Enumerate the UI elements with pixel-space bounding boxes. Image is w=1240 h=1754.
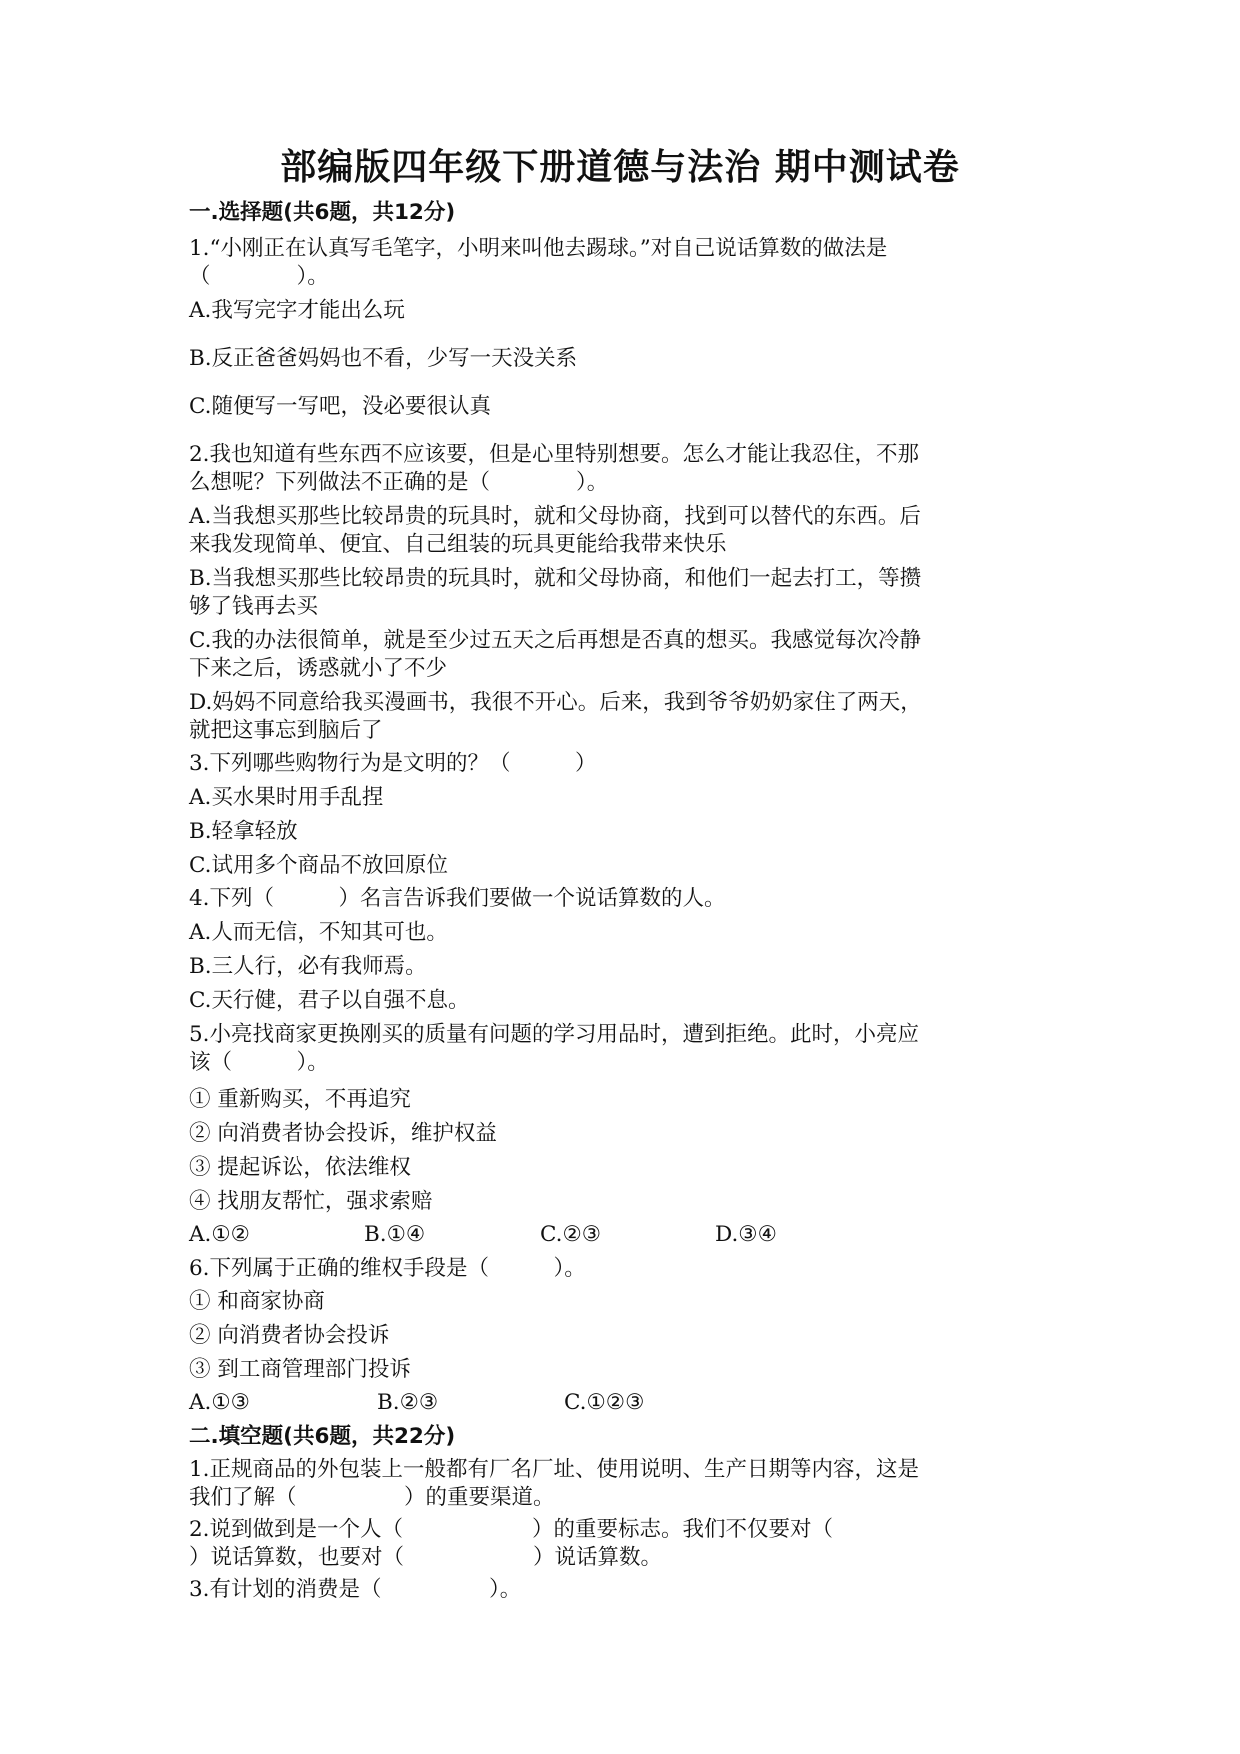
page-title: 部编版四年级下册道德与法治 期中测试卷 [280,147,960,188]
question-1-option-c: C.随便写一写吧，没必要很认真 [189,394,492,419]
question-2-option-b-cont: 够了钱再去买 [189,594,319,619]
question-2-text: 2.我也知道有些东西不应该要，但是心里特别想要。怎么才能让我忍住，不那 [189,442,920,467]
question-2-option-d-cont: 就把这事忘到脑后了 [189,718,383,743]
question-1-text: 1.“小刚正在认真写毛笔字，小明来叫他去踢球。”对自己说话算数的做法是 [189,236,888,261]
question-4-option-a: A.人而无信，不知其可也。 [189,920,448,945]
fill-question-1-text-cont: 我们了解（ ）的重要渠道。 [189,1485,555,1510]
question-1-text-cont: （ ）。 [189,264,329,289]
question-5-item-4: ④ 找朋友帮忙，强求索赔 [189,1189,433,1214]
question-6-item-3: ③ 到工商管理部门投诉 [189,1357,411,1382]
question-2-option-c: C.我的办法很简单，就是至少过五天之后再想是否真的想买。我感觉每次冷静 [189,628,922,653]
question-5-text: 5.小亮找商家更换刚买的质量有问题的学习用品时，遭到拒绝。此时，小亮应 [189,1022,920,1047]
section-header-fill-blank: 二.填空题(共6题，共22分) [189,1424,456,1449]
question-4-option-b: B.三人行，必有我师焉。 [189,954,427,979]
question-1-option-b: B.反正爸爸妈妈也不看，少写一天没关系 [189,346,578,371]
fill-question-2-text: 2.说到做到是一个人（ ）的重要标志。我们不仅要对（ [189,1517,834,1542]
section-header-choice: 一.选择题(共6题，共12分) [189,200,456,225]
question-3-option-c: C.试用多个商品不放回原位 [189,853,449,878]
question-2-text-cont: 么想呢？下列做法不正确的是（ ）。 [189,470,609,495]
question-5-item-1: ① 重新购买，不再追究 [189,1087,411,1112]
question-4-text: 4.下列（ ）名言告诉我们要做一个说话算数的人。 [189,886,726,911]
question-3-text: 3.下列哪些购物行为是文明的？（ ） [189,751,597,776]
question-6-item-2: ② 向消费者协会投诉 [189,1323,390,1348]
question-5-text-cont: 该（ ）。 [189,1050,329,1075]
question-2-option-b: B.当我想买那些比较昂贵的玩具时，就和父母协商，和他们一起去打工，等攒 [189,566,922,591]
question-6-option-a: A.①③ [189,1390,250,1415]
question-6-option-b: B.②③ [377,1390,439,1415]
question-5-option-b: B.①④ [364,1222,426,1247]
question-3-option-b: B.轻拿轻放 [189,819,298,844]
question-1-option-a: A.我写完字才能出么玩 [189,298,405,323]
fill-question-3-text: 3.有计划的消费是（ ）。 [189,1577,522,1602]
question-4-option-c: C.天行健，君子以自强不息。 [189,988,470,1013]
question-2-option-a: A.当我想买那些比较昂贵的玩具时，就和父母协商，找到可以替代的东西。后 [189,504,921,529]
question-5-item-3: ③ 提起诉讼，依法维权 [189,1155,411,1180]
question-3-option-a: A.买水果时用手乱捏 [189,785,384,810]
question-5-item-2: ② 向消费者协会投诉，维护权益 [189,1121,497,1146]
question-6-text: 6.下列属于正确的维权手段是（ ）。 [189,1256,586,1281]
question-2-option-a-cont: 来我发现简单、便宜、自己组装的玩具更能给我带来快乐 [189,532,727,557]
question-2-option-d: D.妈妈不同意给我买漫画书，我很不开心。后来，我到爷爷奶奶家住了两天， [189,690,922,715]
question-5-option-d: D.③④ [715,1222,777,1247]
fill-question-2-text-cont: ）说话算数，也要对（ ）说话算数。 [189,1545,663,1570]
question-6-item-1: ① 和商家协商 [189,1289,325,1314]
question-5-option-a: A.①② [189,1222,250,1247]
question-2-option-c-cont: 下来之后，诱惑就小了不少 [189,656,448,681]
question-5-option-c: C.②③ [540,1222,602,1247]
question-6-option-c: C.①②③ [564,1390,645,1415]
fill-question-1-text: 1.正规商品的外包装上一般都有厂名厂址、使用说明、生产日期等内容，这是 [189,1457,920,1482]
